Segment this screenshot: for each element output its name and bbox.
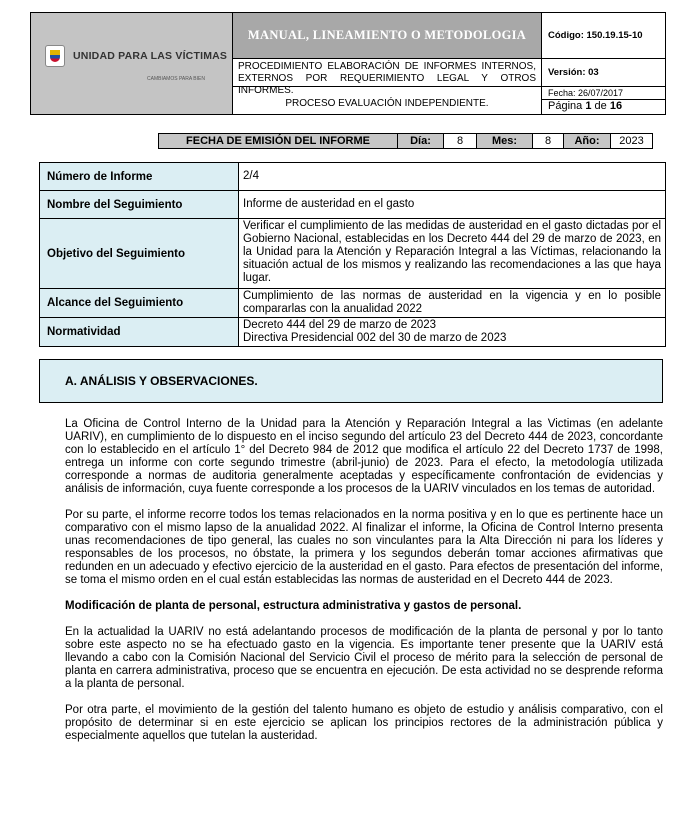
- regulation-line: Directiva Presidencial 002 del 30 de marzo de 2023: [243, 332, 507, 344]
- row-value: 2/4: [243, 170, 259, 182]
- table-row: [40, 289, 665, 318]
- row-value: Cumplimiento de las normas de austeridad en la vigencia y en lo posible compararlas con la anualidad 2022: [243, 290, 661, 315]
- table-row: [40, 318, 665, 346]
- subsection-title: Modificación de planta de personal, estructura administrativa y gastos de personal.: [65, 600, 522, 612]
- month-label: Mes:: [477, 134, 533, 148]
- doc-date: Fecha: 26/07/2017: [542, 87, 665, 100]
- year-value: 2023: [619, 135, 644, 147]
- row-key: Normatividad: [40, 318, 239, 346]
- table-row: [40, 191, 665, 219]
- row-key: Número de Informe: [40, 163, 239, 190]
- day-value: 8: [444, 134, 477, 148]
- doc-type-title: MANUAL, LINEAMIENTO O METODOLOGIA: [233, 13, 541, 59]
- paragraph: Por su parte, el informe recorre todos los temas relacionados en la norma positiva y en lo que es pertinente hace un comparativo con el mismo lapso de la anualidad 2022. Al finalizar el informe, la Oficina de Control Interno presenta unas recomendaciones de tipo general, las cuales no son vinculantes para la Alta Dirección ni para los líderes y responsables de los procesos, no óbstate, la primera y los segundos deberán tomar acciones afirmativas que redunden en un adecuado y efectivo ejercicio de la austeridad en el gasto. Para efectos de presentación del informe, se toma el mismo orden en el cual están establecidas las normas de austeridad en el Decreto 444 de 2023.: [65, 509, 663, 586]
- paragraph: La Oficina de Control Interno de la Unidad para la Atención y Reparación Integral a las Victimas (en adelante UARIV), en cumplimiento de lo dispuesto en el inciso segundo del artículo 23 del Decreto 444 de 2023, concordante con lo establecido en el artículo 1° del Decreto 984 de 2012 que modifica el artículo 22 del Decreto 1737 de 1998, entrega un informe con corte segundo trimestre (abril-junio) de 2023. Para el efecto, la metodología utilizada corresponde a normas de auditoria generalmente aceptadas y específicamente confrontación de evidencias y análisis de información, cuya fuente corresponde a los procesos de la UARIV vinculados en los temas de autoridad.: [65, 418, 663, 495]
- row-key: Nombre del Seguimiento: [40, 191, 239, 218]
- header-middle: [233, 13, 542, 114]
- row-value: Informe de austeridad en el gasto: [243, 198, 415, 210]
- logo-tagline: CAMBIAMOS PARA BIEN: [147, 76, 205, 82]
- table-row: [40, 163, 665, 191]
- report-body: [65, 418, 663, 756]
- report-info-table: [39, 162, 666, 347]
- table-row: [40, 219, 665, 289]
- regulation-line: Decreto 444 del 29 de marzo de 2023: [243, 319, 437, 331]
- logo-name: UNIDAD PARA LAS VÍCTIMAS: [73, 50, 228, 62]
- month-value: 8: [533, 134, 564, 148]
- row-value: [239, 318, 665, 346]
- coat-of-arms-icon: [45, 45, 65, 67]
- paragraph: En la actualidad la UARIV no está adelantando procesos de modificación de la planta de personal y por lo tanto sobre este aspecto no se ha efectuado gasto en la vigencia. Es importante tener presente que la UARIV está llevando a cabo con la Comisión Nacional del Servicio Civil el proceso de mérito para la selección de personal de planta en carrera administrativa, proceso que se encuentra en ejecución. De esta actividad no se desprende reforma a la planta de personal.: [65, 626, 663, 690]
- entity-logo: [45, 45, 227, 67]
- doc-code: Código: 150.19.15-10: [542, 13, 665, 59]
- issue-date-label: FECHA DE EMISIÓN DEL INFORME: [159, 134, 398, 148]
- day-label: Día:: [398, 134, 444, 148]
- header-meta: [542, 13, 665, 114]
- document-header: [30, 12, 666, 115]
- row-key: Alcance del Seguimiento: [40, 289, 239, 317]
- row-key: Objetivo del Seguimiento: [40, 219, 239, 288]
- year-label: Año:: [564, 134, 611, 148]
- logo-cell: [31, 13, 233, 114]
- section-header: A. ANÁLISIS Y OBSERVACIONES.: [39, 359, 663, 403]
- doc-version: Versión: 03: [542, 59, 665, 87]
- paragraph: Por otra parte, el movimiento de la gestión del talento humano es objeto de estudio y análisis comparativo, con el propósito de determinar si en este ejercicio se aplican los principios rectores de la administración pública y especialmente aquellos que tutelan la austeridad.: [65, 704, 663, 742]
- row-value: Verificar el cumplimiento de las medidas de austeridad en el gasto dictadas por el Gobierno Nacional, establecidas en los Decreto 444 del 29 de marzo de 2023, en la Unidad para la Atención y Reparación Integral a las Víctimas, relacionando la situación actual de los mismos y realizando las recomendaciones a las que haya lugar.: [243, 220, 661, 284]
- page-indicator: Página 1 de 16: [548, 100, 623, 112]
- procedure-name: PROCEDIMIENTO ELABORACIÓN DE INFORMES INTERNOS, EXTERNOS POR REQUERIMIENTO LEGAL Y OTROS INFORMES.: [233, 59, 541, 87]
- process-name: PROCESO EVALUACIÓN INDEPENDIENTE.: [285, 97, 489, 109]
- issue-date-row: [158, 133, 653, 149]
